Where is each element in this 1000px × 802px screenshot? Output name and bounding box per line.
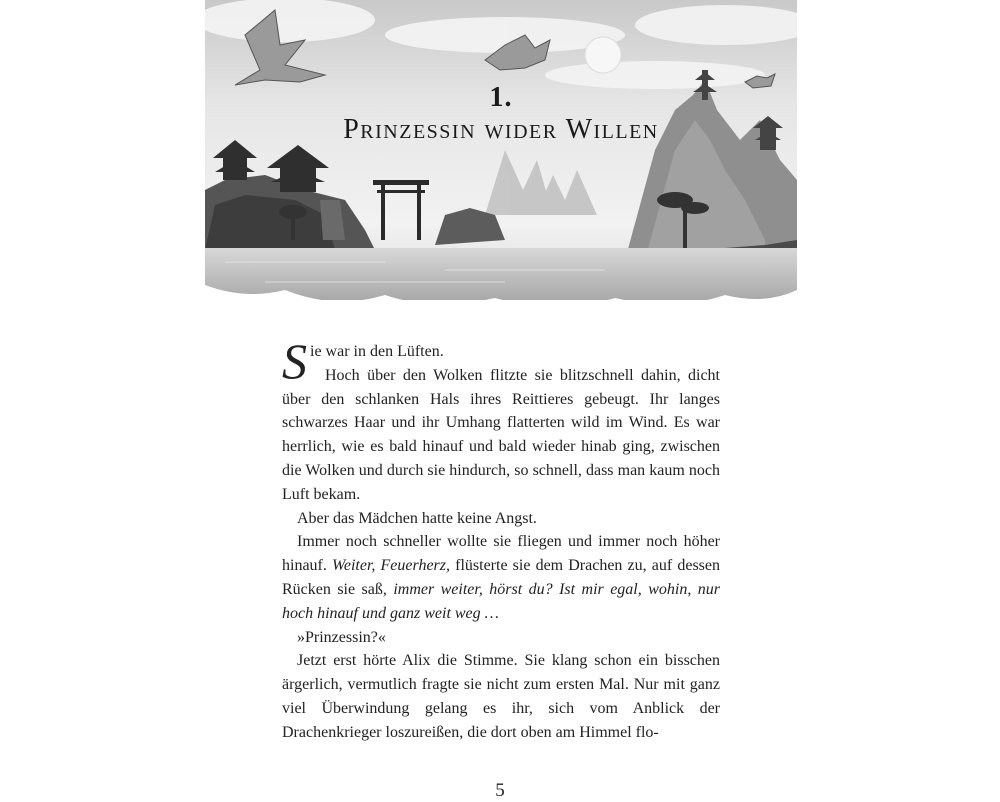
chapter-illustration <box>205 0 797 325</box>
paragraph-text: Immer noch schneller wollte sie fliegen und immer noch höher hinauf. <box>282 533 720 575</box>
paragraph-text: ie war in den Lüften. <box>310 343 444 360</box>
italic-text: Weiter, Feuerherz, <box>332 557 450 575</box>
chapter-number: 1. <box>489 82 513 113</box>
paragraph: Hoch über den Wolken flitzte sie blitzschnell dahin, dicht über den schlanken Hals ihres Reittieres gebeugt. Ihr langes schwarzes Haar und ihr Umhang flatterten wild im Wind. Es war herrlich, wie es bald hinauf und bald wieder hinab ging, zwischen die Wolken und durch sie hindurch, so schnell, dass man kaum noch Luft bekam. <box>282 366 720 503</box>
paragraph <box>282 333 720 389</box>
chapter-title: Prinzessin wider Willen <box>343 114 659 145</box>
page-number: 5 <box>495 780 505 801</box>
paragraph: Aber das Mädchen hatte keine Angst. <box>297 509 537 527</box>
paragraph: »Prinzessin?« <box>297 628 386 646</box>
paragraph: Jetzt erst hörte Alix die Stimme. Sie klang schon ein bisschen ärgerlich, vermutlich fragte sie nicht zum ersten Mal. Nur mit ganz viel Überwindung gelang es ihr, sich vom Anblick der Drachenkrieger loszureißen, die dort oben am Himmel flo- <box>282 652 720 741</box>
sun-icon <box>585 37 621 73</box>
paragraph <box>282 530 720 625</box>
lake <box>205 248 797 300</box>
body-text <box>282 333 720 745</box>
paragraph-text: flüsterte sie dem Drachen zu, auf dessen Rücken sie saß, <box>282 557 720 598</box>
drop-cap: S <box>282 333 307 389</box>
italic-text: immer weiter, hörst du? Ist mir egal, wohin, nur hoch hinauf und ganz weit weg … <box>282 580 720 622</box>
